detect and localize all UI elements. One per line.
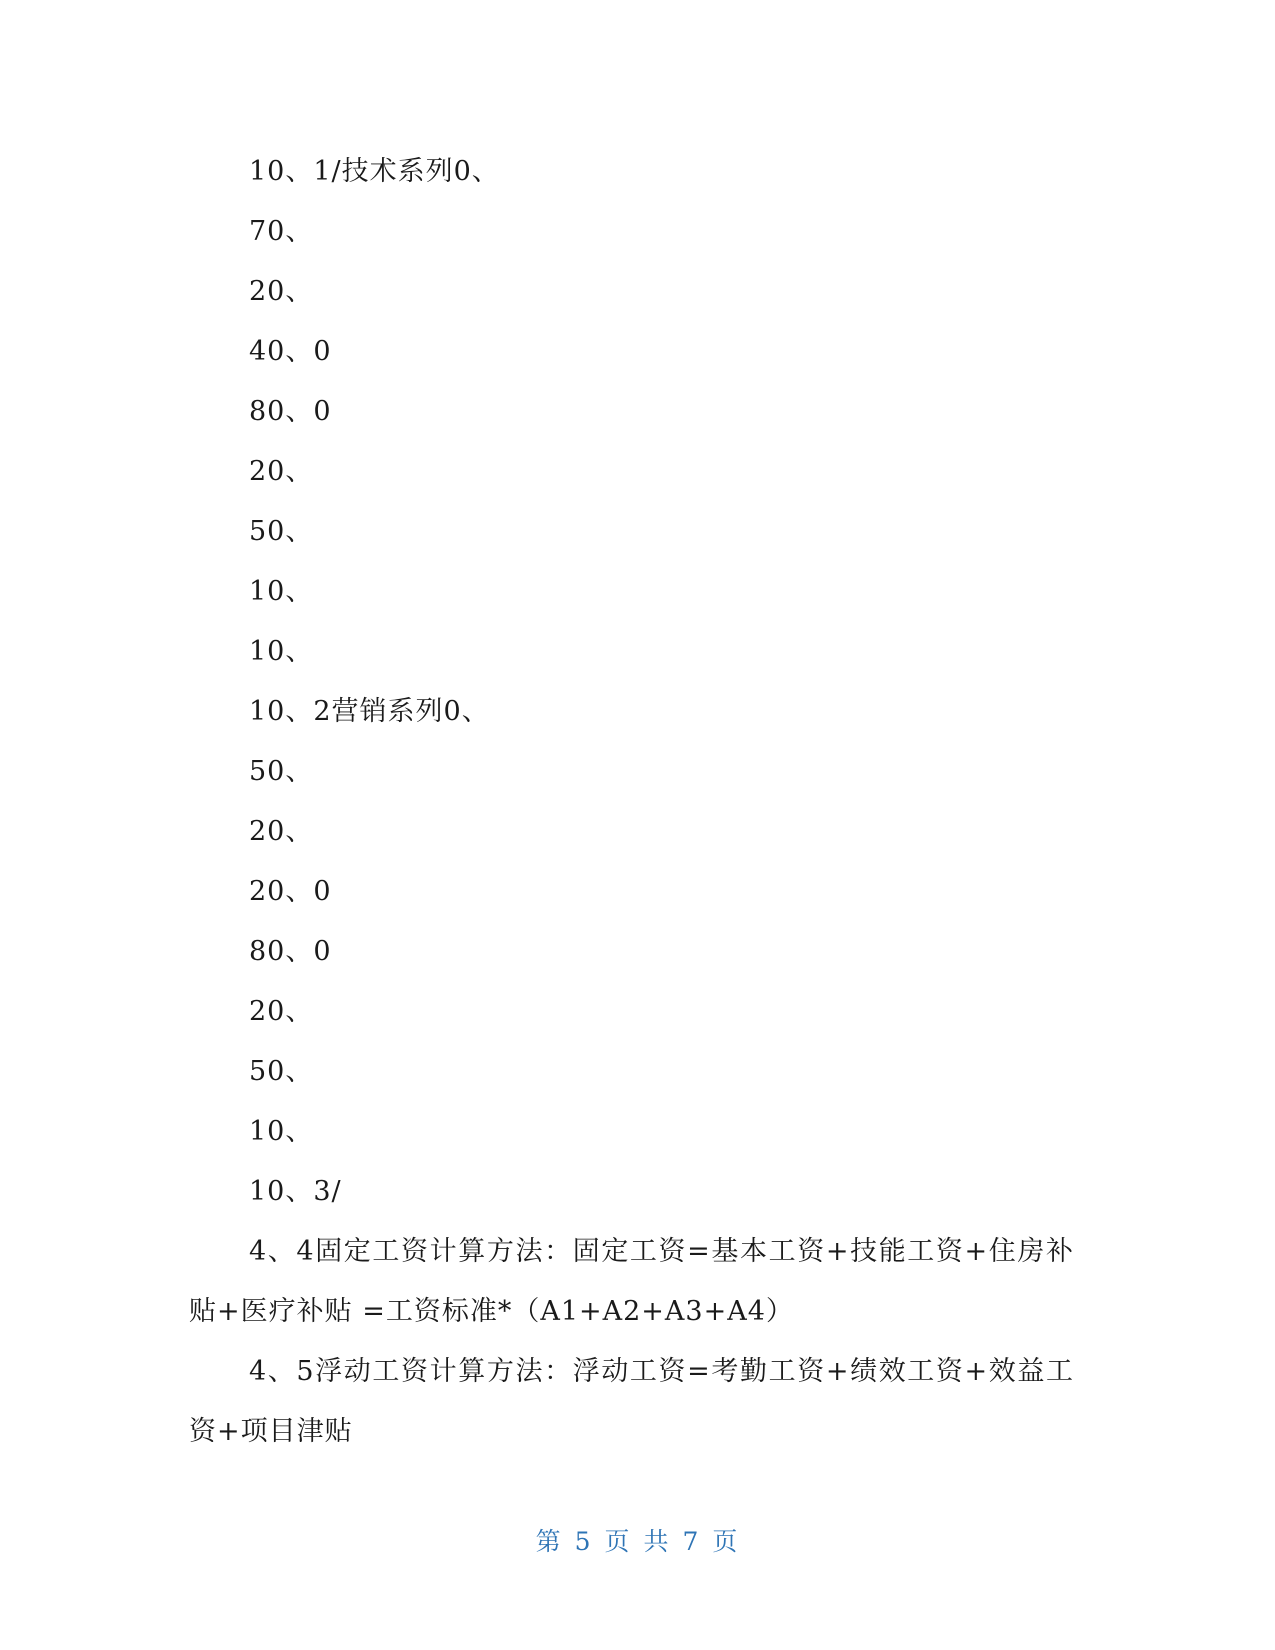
text-line: 10、	[249, 1116, 314, 1147]
text-line: 10、	[249, 636, 314, 667]
text-line: 20、	[249, 996, 314, 1027]
footer-current-page: 5	[574, 1527, 593, 1556]
paragraph-fixed-salary: 4、4固定工资计算方法：固定工资=基本工资+技能工资+住房补贴+医疗补贴 =工资标准*（A1+A2+A3+A4）	[189, 1236, 1074, 1327]
footer-label-ye: 页	[604, 1527, 632, 1556]
text-line: 10、3/	[249, 1176, 342, 1207]
text-line: 20、	[249, 456, 314, 487]
text-line: 50、	[249, 756, 314, 787]
text-line: 20、0	[249, 876, 332, 907]
document-body	[189, 142, 1074, 1462]
text-line: 40、0	[249, 336, 332, 367]
paragraph-floating-salary: 4、5浮动工资计算方法：浮动工资=考勤工资+绩效工资+效益工资+项目津贴	[189, 1356, 1074, 1447]
text-line: 80、0	[249, 396, 332, 427]
footer-total-pages: 7	[682, 1527, 701, 1556]
text-line: 10、2营销系列0、	[249, 696, 490, 727]
footer-label-di: 第	[535, 1527, 563, 1556]
text-line: 20、	[249, 276, 314, 307]
footer-label-gong: 共	[643, 1527, 671, 1556]
text-line: 70、	[249, 216, 314, 247]
text-line: 10、	[249, 576, 314, 607]
text-line: 50、	[249, 1056, 314, 1087]
text-line: 20、	[249, 816, 314, 847]
footer-label-ye2: 页	[712, 1527, 740, 1556]
page-footer	[0, 1522, 1275, 1558]
text-line: 80、0	[249, 936, 332, 967]
text-line: 50、	[249, 516, 314, 547]
text-line: 10、1/技术系列0、	[249, 156, 500, 187]
